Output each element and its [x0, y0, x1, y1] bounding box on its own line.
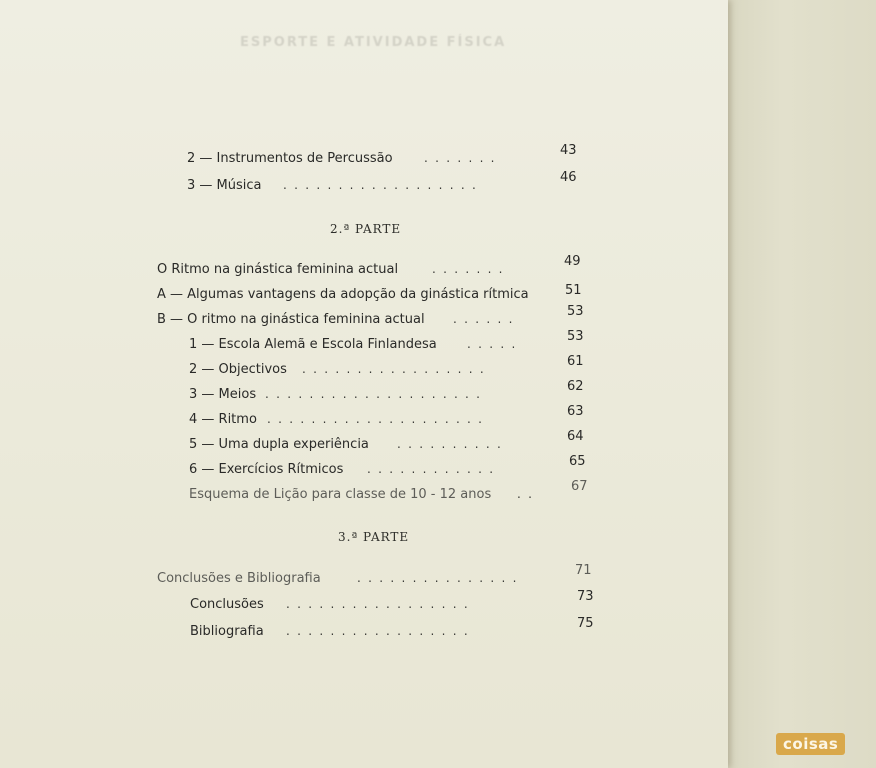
toc-page-number: 53 [567, 329, 584, 344]
leader-dots: ................. [286, 597, 475, 611]
toc-page-number: 75 [577, 616, 594, 631]
toc-entry-label: 3 — Música [187, 178, 262, 193]
toc-entry-label: 4 — Ritmo [189, 412, 257, 427]
toc-page-number: 43 [560, 143, 577, 158]
adjacent-page [720, 0, 876, 768]
toc-entry-label: 2 — Instrumentos de Percussão [187, 151, 393, 166]
leader-dots: .................... [267, 412, 490, 426]
coisas-watermark-logo: coisas [776, 733, 845, 755]
faint-bleed-heading: ESPORTE E ATIVIDADE FÍSICA [240, 35, 507, 50]
leader-dots: ................. [286, 624, 475, 638]
leader-dots: ............... [357, 571, 524, 585]
toc-page-number: 53 [567, 304, 584, 319]
leader-dots: .......... [397, 437, 509, 451]
toc-page-number: 73 [577, 589, 594, 604]
toc-entry-label: Esquema de Lição para classe de 10 - 12 anos [189, 487, 492, 502]
toc-page-number: 61 [567, 354, 584, 369]
toc-entry-label: 3 — Meios [189, 387, 257, 402]
toc-entry-label: 2 — Objectivos [189, 362, 287, 377]
toc-page-number: 63 [567, 404, 584, 419]
leader-dots: ................. [302, 362, 491, 376]
toc-entry-label: B — O ritmo na ginástica feminina actual [157, 312, 425, 327]
toc-page-number: 64 [567, 429, 584, 444]
leader-dots: ....... [424, 151, 502, 165]
leader-dots: ..... [467, 337, 523, 351]
toc-entry-label: A — Algumas vantagens da adopção da ginástica rítmica [157, 287, 529, 302]
toc-page-number: 62 [567, 379, 584, 394]
toc-entry-label: 1 — Escola Alemã e Escola Finlandesa [189, 337, 437, 352]
toc-entry-label: Conclusões [190, 597, 264, 612]
toc-page-number: 51 [565, 283, 582, 298]
toc-page-number: 65 [569, 454, 586, 469]
leader-dots: ...... [453, 312, 520, 326]
section-title-part3: 3.ª PARTE [338, 530, 410, 544]
toc-entry-label: 6 — Exercícios Rítmicos [189, 462, 344, 477]
toc-page-number: 67 [571, 479, 588, 494]
leader-dots: ............ [367, 462, 501, 476]
section-title-part2: 2.ª PARTE [330, 222, 402, 236]
toc-entry-label: Bibliografia [190, 624, 264, 639]
leader-dots: ....... [432, 262, 510, 276]
leader-dots: .. [517, 487, 540, 501]
toc-entry-label: Conclusões e Bibliografia [157, 571, 321, 586]
toc-entry-label: 5 — Uma dupla experiência [189, 437, 369, 452]
toc-entry-label: O Ritmo na ginástica feminina actual [157, 262, 399, 277]
toc-page-number: 49 [564, 254, 581, 269]
leader-dots: .................. [283, 178, 484, 192]
leader-dots: .................... [265, 387, 488, 401]
toc-page-number: 46 [560, 170, 577, 185]
toc-page-number: 71 [575, 563, 592, 578]
